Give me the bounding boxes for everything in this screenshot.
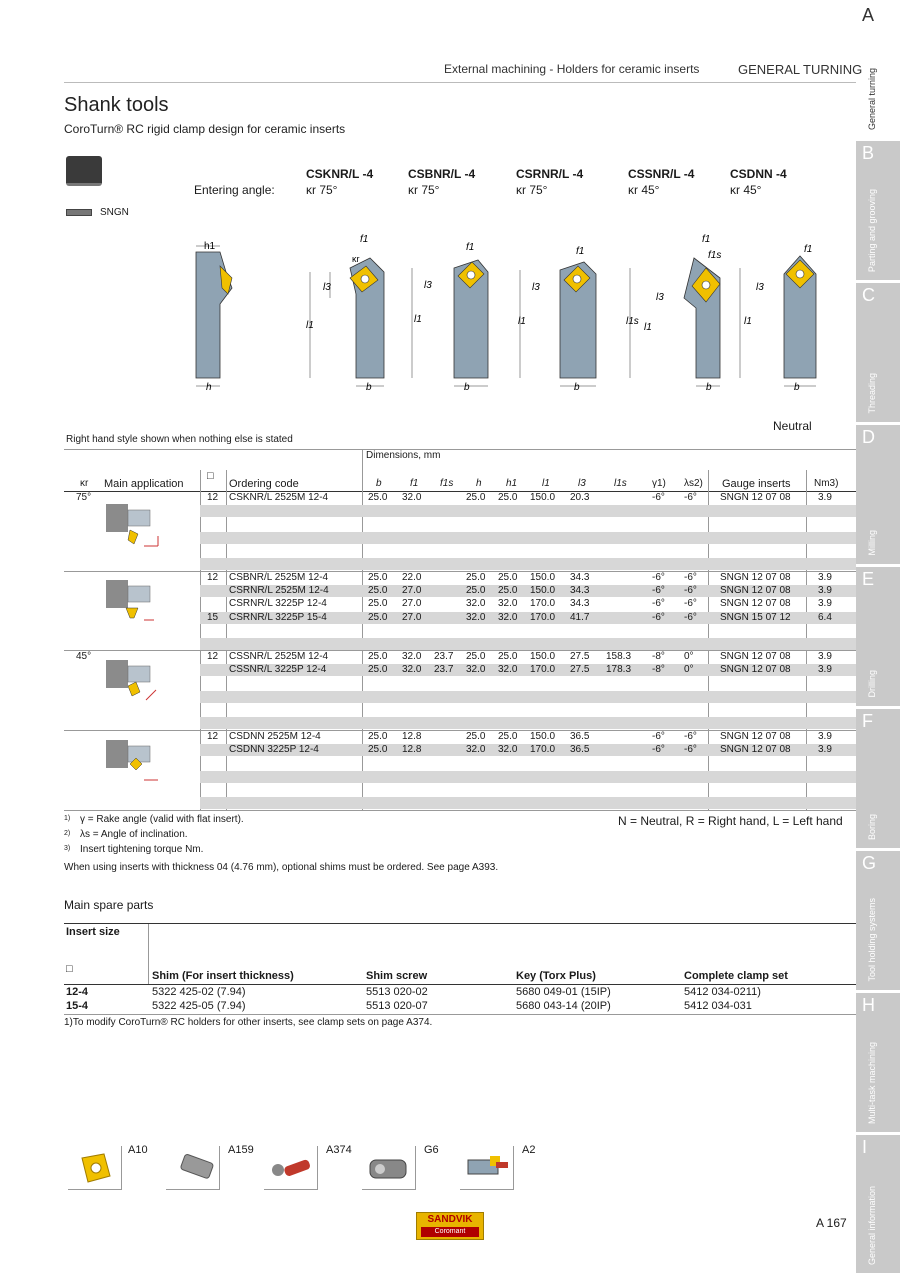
hand-legend: N = Neutral, R = Right hand, L = Left hand xyxy=(618,814,843,828)
th-gauge-inserts: Gauge inserts xyxy=(722,478,791,490)
table-cell: 32.0 xyxy=(498,664,518,676)
ordering-code: CSDNN 2525M 12-4 xyxy=(229,731,321,742)
dim-label: f1 xyxy=(576,246,585,257)
dim-label: h1 xyxy=(204,241,216,252)
table-cell: 25.0 xyxy=(466,651,486,662)
table-cell: 3.9 xyxy=(818,744,832,756)
dim-label: l3 xyxy=(756,282,764,293)
dim-label: h xyxy=(206,382,212,393)
group-angle: 45° xyxy=(76,651,92,662)
insert-label: SNGN xyxy=(100,207,129,218)
ref-thumbnail[interactable] xyxy=(264,1146,318,1190)
table-cell: 41.7 xyxy=(570,611,590,623)
spare-cell: 5680 049-01 (15IP) xyxy=(516,986,611,998)
table-cell: 32.0 xyxy=(498,611,518,623)
table-cell: 23.7 xyxy=(434,651,454,662)
table-cell: 25.0 xyxy=(498,492,518,503)
spare-header: Shim screw xyxy=(366,970,428,982)
neutral-label: Neutral xyxy=(773,419,812,433)
table-cell: 25.0 xyxy=(498,585,518,597)
table-cell: 32.0 xyxy=(498,744,518,756)
table-cell: 3.9 xyxy=(818,598,832,610)
table-cell: 32.0 xyxy=(466,664,486,676)
table-cell: 25.0 xyxy=(368,611,388,623)
spare-note: 1)To modify CoroTurn® RC holders for other inserts, see clamp sets on page A374. xyxy=(64,1017,433,1028)
table-cell: 12 xyxy=(207,651,219,662)
ref-label[interactable]: A159 xyxy=(228,1144,254,1156)
table-cell: -6° xyxy=(684,731,697,742)
insert-side-icon xyxy=(66,209,92,216)
table-cell: 3.9 xyxy=(818,585,832,597)
holder-angle: κr 75° xyxy=(306,183,338,197)
dim-label: f1 xyxy=(702,234,711,245)
table-cell: 34.3 xyxy=(570,572,590,583)
th-lambda: λs2) xyxy=(684,478,703,489)
ordering-code: CSBNR/L 2525M 12-4 xyxy=(229,572,329,583)
table-cell: SNGN 12 07 08 xyxy=(720,664,791,676)
th-b: b xyxy=(376,478,382,489)
table-cell: SNGN 12 07 08 xyxy=(720,572,791,583)
th-insert-size: □ xyxy=(207,470,214,482)
tab-label: Multi-task machining xyxy=(867,1041,877,1124)
row-shade xyxy=(200,638,856,650)
table-cell: SNGN 12 07 08 xyxy=(720,585,791,597)
table-cell: -6° xyxy=(684,585,697,597)
logo-name: SANDVIK xyxy=(427,1214,473,1225)
table-cell: 25.0 xyxy=(368,598,388,610)
dim-label: f1 xyxy=(360,234,369,245)
section-header: External machining - Holders for ceramic inserts xyxy=(444,62,700,76)
row-shade xyxy=(200,558,856,570)
table-cell: 25.0 xyxy=(368,492,388,503)
tab-multi-task[interactable] xyxy=(856,990,900,1132)
table-cell: 25.0 xyxy=(368,744,388,756)
tab-label: Milling xyxy=(867,530,877,556)
table-cell: 3.9 xyxy=(818,651,832,662)
table-cell: -8° xyxy=(652,651,665,662)
ordering-code: CSSNR/L 2525M 12-4 xyxy=(229,651,329,662)
table-cell: 12 xyxy=(207,572,219,583)
side-tab-bar xyxy=(856,0,900,1273)
sandvik-logo xyxy=(416,1212,484,1240)
table-cell: 12 xyxy=(207,731,219,742)
table-cell: 3.9 xyxy=(818,664,832,676)
tab-parting-grooving[interactable] xyxy=(856,138,900,280)
table-cell: 27.0 xyxy=(402,598,422,610)
table-cell: -6° xyxy=(652,611,665,623)
spare-cell: 12-4 xyxy=(66,986,89,998)
table-cell: 25.0 xyxy=(368,664,388,676)
ref-label[interactable]: A374 xyxy=(326,1144,352,1156)
spare-cell: 5322 425-05 (7.94) xyxy=(152,1000,246,1012)
ref-label[interactable]: A2 xyxy=(522,1144,536,1156)
table-cell: 27.0 xyxy=(402,611,422,623)
table-cell: -8° xyxy=(652,664,665,676)
ordering-code: CSSNR/L 3225P 12-4 xyxy=(229,664,327,676)
ref-label[interactable]: G6 xyxy=(424,1144,439,1156)
tab-label: Tool holding systems xyxy=(867,898,877,982)
th-main-application: Main application xyxy=(104,478,184,490)
tab-label: Drilling xyxy=(867,670,877,698)
table-cell: -6° xyxy=(652,572,665,583)
table-cell: SNGN 12 07 08 xyxy=(720,598,791,610)
holder-drawings xyxy=(180,228,830,398)
dim-label: l3 xyxy=(424,280,432,291)
th-gamma: γ1) xyxy=(652,478,666,489)
table-cell: 170.0 xyxy=(530,598,556,610)
table-cell: 27.5 xyxy=(570,664,590,676)
table-cell: 23.7 xyxy=(434,664,454,676)
dim-label: l1 xyxy=(414,314,422,325)
dim-label: b xyxy=(366,382,372,393)
dim-label: l3 xyxy=(532,282,540,293)
table-cell: -6° xyxy=(684,598,697,610)
table-cell: 150.0 xyxy=(530,572,556,583)
table-cell: 25.0 xyxy=(368,572,388,583)
table-cell: 12.8 xyxy=(402,731,422,742)
spare-header: Key (Torx Plus) xyxy=(516,970,596,982)
table-cell: SNGN 12 07 08 xyxy=(720,744,791,756)
holder-angle: κr 45° xyxy=(628,183,660,197)
table-cell: 25.0 xyxy=(466,731,486,742)
table-cell: 27.0 xyxy=(402,585,422,597)
row-shade xyxy=(200,532,856,544)
dim-label: b xyxy=(464,382,470,393)
footnote-3: Insert tightening torque Nm. xyxy=(80,844,204,855)
row-shade xyxy=(200,771,856,783)
th-h: h xyxy=(476,478,482,489)
table-cell: 25.0 xyxy=(498,731,518,742)
th-nm: Nm3) xyxy=(814,478,839,489)
ref-thumbnail[interactable] xyxy=(166,1146,220,1190)
spare-header-rule xyxy=(64,984,856,985)
table-cell: SNGN 15 07 12 xyxy=(720,611,791,623)
table-cell: 25.0 xyxy=(368,651,388,662)
spare-cell: 5412 034-0211) xyxy=(684,986,761,998)
application-icon xyxy=(100,576,166,628)
table-cell: 170.0 xyxy=(530,744,556,756)
shim-note: When using inserts with thickness 04 (4.76 mm), optional shims must be ordered. See page A393. xyxy=(64,862,499,873)
table-cell: 32.0 xyxy=(466,744,486,756)
dim-label: b xyxy=(706,382,712,393)
table-cell: 170.0 xyxy=(530,611,556,623)
table-cell: 32.0 xyxy=(402,651,422,662)
row-shade xyxy=(200,505,856,517)
holder-angle: κr 75° xyxy=(516,183,548,197)
table-cell: -6° xyxy=(652,598,665,610)
holder-code: CSRNR/L -4 xyxy=(516,167,584,181)
table-cell: 150.0 xyxy=(530,585,556,597)
tab-letter: D xyxy=(862,427,875,447)
table-cell: 12.8 xyxy=(402,744,422,756)
th-l3: l3 xyxy=(578,478,586,489)
table-bottom-rule xyxy=(64,810,856,811)
table-cell: SNGN 12 07 08 xyxy=(720,731,791,742)
group-angle: 75° xyxy=(76,492,92,503)
ordering-code: CSRNR/L 3225P 15-4 xyxy=(229,611,327,623)
table-cell: -6° xyxy=(684,611,697,623)
footnote-mark: 1) xyxy=(64,815,71,822)
table-cell: 170.0 xyxy=(530,664,556,676)
row-shade xyxy=(200,797,856,809)
tab-letter: C xyxy=(862,285,875,305)
spare-cell: 5513 020-02 xyxy=(366,986,428,998)
table-cell: 25.0 xyxy=(466,572,486,583)
chapter-header: GENERAL TURNING xyxy=(738,62,863,77)
ordering-code: CSRNR/L 3225P 12-4 xyxy=(229,598,327,610)
dim-label: f1s xyxy=(708,250,722,261)
th-l1: l1 xyxy=(542,478,550,489)
ref-thumbnail[interactable] xyxy=(362,1146,416,1190)
page-title: Shank tools xyxy=(64,94,169,116)
dim-label: l1 xyxy=(644,322,652,333)
dim-label: b xyxy=(574,382,580,393)
footnote-mark: 2) xyxy=(64,830,71,837)
table-cell: -6° xyxy=(652,744,665,756)
tab-label: Parting and grooving xyxy=(867,188,877,272)
page-number: A 167 xyxy=(816,1216,847,1230)
spare-bottom-rule xyxy=(64,1014,856,1015)
table-cell: 34.3 xyxy=(570,585,590,597)
table-cell: -6° xyxy=(652,731,665,742)
spare-header: Complete clamp set xyxy=(684,970,788,982)
dim-label: κr xyxy=(352,254,360,264)
table-cell: 158.3 xyxy=(606,651,632,662)
table-cell: -6° xyxy=(684,744,697,756)
table-cell: 150.0 xyxy=(530,492,556,503)
csbnr-drawing xyxy=(412,260,488,386)
table-cell: 25.0 xyxy=(466,492,486,503)
insert-size-icon: □ xyxy=(66,963,73,975)
tab-label: General information xyxy=(867,1185,877,1265)
tab-label: General turning xyxy=(867,67,877,130)
ref-label[interactable]: A10 xyxy=(128,1144,148,1156)
tab-general-turning[interactable] xyxy=(856,0,900,138)
table-cell: 3.9 xyxy=(818,572,832,583)
table-cell: 34.3 xyxy=(570,598,590,610)
tab-letter: A xyxy=(862,5,875,25)
tab-boring[interactable] xyxy=(856,706,900,848)
dim-label: b xyxy=(794,382,800,393)
th-f1: f1 xyxy=(410,478,419,489)
application-icon xyxy=(100,500,166,552)
th-l1s: l1s xyxy=(614,478,627,489)
table-cell: 150.0 xyxy=(530,651,556,662)
th-h1: h1 xyxy=(506,478,518,489)
rh-note: Right hand style shown when nothing else is stated xyxy=(66,434,293,445)
side-view-drawing xyxy=(196,246,232,386)
spare-insert-size: Insert size xyxy=(66,926,120,938)
table-cell: 6.4 xyxy=(818,611,832,623)
ref-thumbnail[interactable] xyxy=(68,1146,122,1190)
spare-title: Main spare parts xyxy=(64,898,154,912)
holder-angle: κr 45° xyxy=(730,183,762,197)
table-cell: 12 xyxy=(207,492,219,503)
holder-code: CSSNR/L -4 xyxy=(628,167,695,181)
tab-label: Threading xyxy=(867,373,877,414)
tab-letter: I xyxy=(862,1137,868,1157)
table-cell: 36.5 xyxy=(570,731,590,742)
tab-letter: B xyxy=(862,143,875,163)
spare-cell: 15-4 xyxy=(66,1000,89,1012)
holder-code: CSBNR/L -4 xyxy=(408,167,476,181)
table-cell: 3.9 xyxy=(818,731,832,742)
tab-threading[interactable] xyxy=(856,280,900,422)
entering-angle-label: Entering angle: xyxy=(194,183,275,197)
tab-letter: E xyxy=(862,569,875,589)
table-top-rule xyxy=(64,449,856,450)
holder-code: CSDNN -4 xyxy=(730,167,787,181)
th-ordering-code: Ordering code xyxy=(229,478,299,490)
tab-drilling[interactable] xyxy=(856,564,900,706)
tab-letter: H xyxy=(862,995,875,1015)
dim-label: l1 xyxy=(518,316,526,327)
table-cell: 27.5 xyxy=(570,651,590,662)
dim-label: l1 xyxy=(306,320,314,331)
header-rule xyxy=(64,82,856,83)
row-shade xyxy=(200,717,856,729)
th-f1s: f1s xyxy=(440,478,454,489)
tab-letter: F xyxy=(862,711,873,731)
table-cell: 25.0 xyxy=(368,731,388,742)
table-cell: -6° xyxy=(652,585,665,597)
spare-top-rule xyxy=(64,923,856,924)
table-cell: -6° xyxy=(684,572,697,583)
footnote-1: γ = Rake angle (valid with flat insert). xyxy=(80,814,244,825)
spare-cell: 5322 425-02 (7.94) xyxy=(152,986,246,998)
dim-label: l3 xyxy=(656,292,664,303)
table-cell: 178.3 xyxy=(606,664,632,676)
th-kr: κr xyxy=(80,478,89,489)
csknr-drawing xyxy=(310,258,384,386)
spare-cell: 5412 034-031 xyxy=(684,1000,752,1012)
holder-code: CSKNR/L -4 xyxy=(306,167,374,181)
table-cell: 32.0 xyxy=(498,598,518,610)
spare-cell: 5680 043-14 (20IP) xyxy=(516,1000,611,1012)
dim-label: l3 xyxy=(323,282,331,293)
table-cell: 20.3 xyxy=(570,492,590,503)
table-cell: 25.0 xyxy=(466,585,486,597)
table-cell: 0° xyxy=(684,664,694,676)
application-icon xyxy=(100,736,166,788)
footnote-mark: 3) xyxy=(64,845,71,852)
table-cell: 0° xyxy=(684,651,694,662)
page-subtitle: CoroTurn® RC rigid clamp design for ceramic inserts xyxy=(64,122,346,136)
tab-label: Boring xyxy=(867,813,877,840)
table-cell: 3.9 xyxy=(818,492,832,503)
tab-milling[interactable] xyxy=(856,422,900,564)
tab-letter: G xyxy=(862,853,877,873)
table-cell: 32.0 xyxy=(466,611,486,623)
dim-label: l1s xyxy=(626,316,639,327)
ordering-code: CSDNN 3225P 12-4 xyxy=(229,744,319,756)
holder-angle: κr 75° xyxy=(408,183,440,197)
dim-label: f1 xyxy=(804,244,813,255)
table-cell: 32.0 xyxy=(402,492,422,503)
table-cell: 32.0 xyxy=(402,664,422,676)
row-shade xyxy=(200,691,856,703)
spare-cell: 5513 020-07 xyxy=(366,1000,428,1012)
table-cell: 25.0 xyxy=(498,651,518,662)
spare-header: Shim (For insert thickness) xyxy=(152,970,294,982)
logo-sub: Coromant xyxy=(421,1227,479,1237)
dimensions-label: Dimensions, mm xyxy=(366,450,441,461)
table-cell: SNGN 12 07 08 xyxy=(720,651,791,662)
footnote-2: λs = Angle of inclination. xyxy=(80,829,188,840)
ordering-code: CSKNR/L 2525M 12-4 xyxy=(229,492,329,503)
table-cell: 25.0 xyxy=(368,585,388,597)
table-cell: 32.0 xyxy=(466,598,486,610)
table-cell: -6° xyxy=(684,492,697,503)
insert-icon xyxy=(66,156,102,186)
ordering-code: CSRNR/L 2525M 12-4 xyxy=(229,585,329,597)
spare-col-divider xyxy=(148,924,149,984)
table-cell: 150.0 xyxy=(530,731,556,742)
tab-tool-holding[interactable] xyxy=(856,848,900,990)
table-cell: 36.5 xyxy=(570,744,590,756)
table-cell: 25.0 xyxy=(498,572,518,583)
csrnr-drawing xyxy=(520,262,596,386)
table-cell: SNGN 12 07 08 xyxy=(720,492,791,503)
table-cell: 22.0 xyxy=(402,572,422,583)
table-cell: 15 xyxy=(207,611,219,623)
ref-thumbnail[interactable] xyxy=(460,1146,514,1190)
application-icon xyxy=(100,656,166,708)
dim-label: f1 xyxy=(466,242,475,253)
dim-label: l1 xyxy=(744,316,752,327)
table-cell: -6° xyxy=(652,492,665,503)
tab-general-information[interactable] xyxy=(856,1132,900,1273)
